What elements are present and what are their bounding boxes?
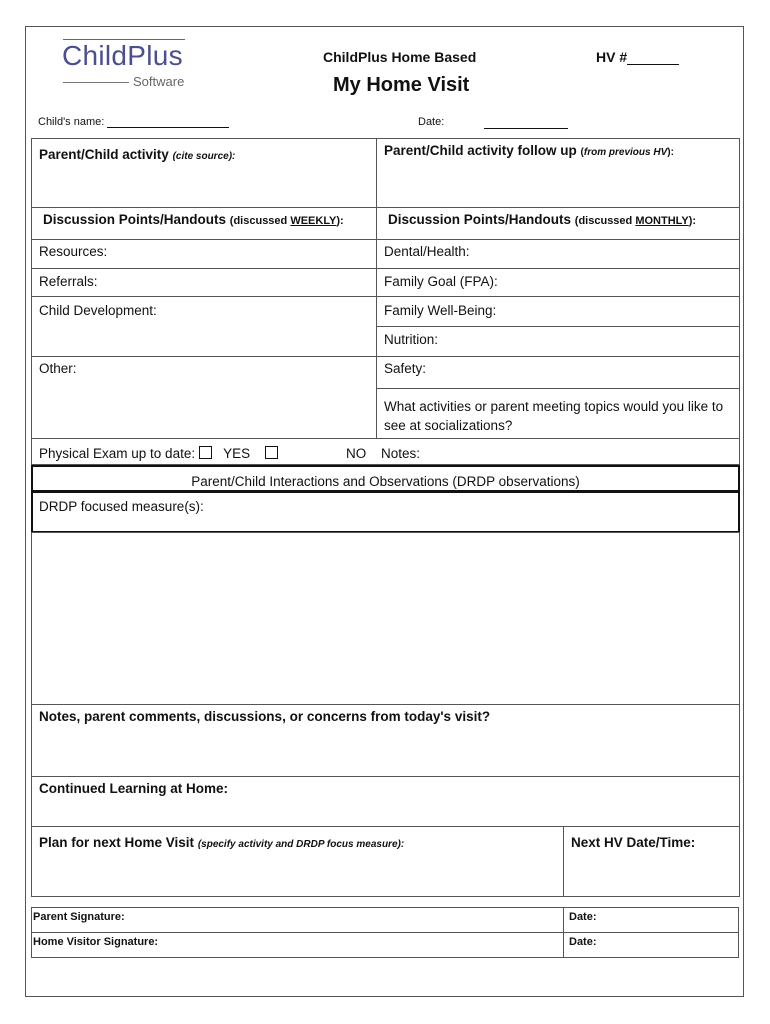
no-label: NO [346,446,367,461]
continued-learning-label: Continued Learning at Home: [39,781,228,796]
program-name: ChildPlus Home Based [323,49,477,65]
yes-label: YES [223,446,251,461]
plan-note: (specify activity and DRDP focus measure): [197,839,405,850]
drdp-label: DRDP focused measure(s): [39,499,204,514]
hv-number-label: HV # [596,49,628,65]
logo-text: ChildPlus [62,40,183,71]
page-title: My Home Visit [333,74,470,96]
plan-label-text: Plan for next Home Visit [39,835,195,850]
logo-rule-sub [63,82,129,83]
monthly-note-prefix: (discussed [574,215,636,227]
weekly-header [43,212,344,227]
weekly-header-text: Discussion Points/Handouts [43,212,227,227]
hv-number-field[interactable] [627,52,679,65]
notes-section-label: Notes, parent comments, discussions, or concerns from today's visit? [39,709,491,724]
activity-label [39,147,235,162]
family-wellbeing-label: Family Well-Being: [384,303,497,318]
child-name-field[interactable] [107,117,229,128]
child-name-label: Child's name: [38,116,105,128]
observations-area[interactable] [31,532,740,705]
activity-note: (cite source): [172,151,236,162]
parent-date-label: Date: [569,911,597,923]
yes-checkbox[interactable] [199,446,212,459]
child-development-label: Child Development: [39,303,157,318]
activity-followup-label [384,143,674,158]
visitor-signature-label: Home Visitor Signature: [33,936,159,948]
monthly-note-word: MONTHLY [635,215,689,227]
safety-label: Safety: [384,361,427,376]
socializations-label: What activities or parent meeting topics would you like to see at socializations? [384,399,724,433]
interactions-header: Parent/Child Interactions and Observations (DRDP observations) [191,474,580,489]
date-label: Date: [418,116,445,128]
other-label: Other: [39,361,77,376]
monthly-header [388,212,696,227]
other-cell[interactable] [31,356,377,439]
notes-label: Notes: [381,446,421,461]
safety-cell[interactable] [376,356,740,389]
followup-note: from previous HV [583,147,668,158]
physical-exam-label: Physical Exam up to date: [39,446,196,461]
next-hv-label: Next HV Date/Time: [571,835,696,850]
hv-number [596,49,679,65]
weekly-note-prefix: (discussed [229,215,291,227]
activity-followup-text: Parent/Child activity follow up [384,143,577,158]
nutrition-label: Nutrition: [384,332,439,347]
resources-label: Resources: [39,244,108,259]
plan-label [39,835,404,850]
dental-health-label: Dental/Health: [384,244,470,259]
referrals-label: Referrals: [39,274,98,289]
weekly-note-suffix: ): [336,215,344,227]
physical-exam-group [39,446,278,461]
followup-note-close: ): [667,147,674,158]
date-field[interactable] [484,118,568,129]
monthly-header-text: Discussion Points/Handouts [388,212,572,227]
activity-label-text: Parent/Child activity [39,147,169,162]
family-goal-label: Family Goal (FPA): [384,274,498,289]
followup-note-open: ( [580,147,584,158]
visitor-date-label: Date: [569,936,597,948]
logo-subtext: Software [133,74,185,89]
parent-signature-label: Parent Signature: [33,911,125,923]
monthly-note-suffix: ): [688,215,697,227]
child-name-row [38,116,229,128]
weekly-note-word: WEEKLY [290,215,337,227]
no-checkbox[interactable] [265,446,278,459]
